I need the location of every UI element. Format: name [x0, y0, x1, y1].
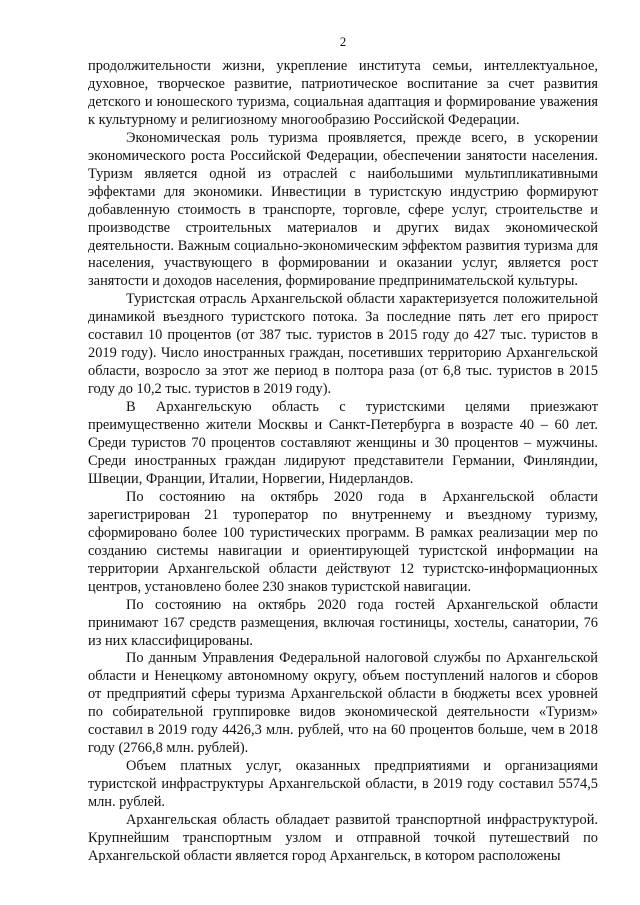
- paragraph-6: По состоянию на октябрь 2020 года гостей Архангельской области принимают 167 средств размещения, включая гостиницы, хостелы, санатории, 76 из них классифицированы.: [88, 596, 598, 649]
- paragraph-4: В Архангельскую область с туристскими целями приезжают преимущественно жители Москвы и Санкт-Петербурга в возрасте 40 – 60 лет. Среди туристов 70 процентов составляют женщины и 30 процентов – мужчины. Среди иностранных граждан лидируют представители Германии, Финляндии, Швеции, Франции, Италии, Норвегии, Нидерландов.: [88, 399, 598, 487]
- page-number: 2: [339, 34, 347, 49]
- paragraph-7: По данным Управления Федеральной налоговой службы по Архангельской области и Ненецкому автономному округу, объем поступлений налогов и сборов от предприятий сферы туризма Архангельской области в бюджеты всех уровней по собирательной группировке видов экономической деятельности «Туризм» составил в 2019 году 4426,3 млн. рублей, что на 60 процентов больше, чем в 2018 году (2766,8 млн. рублей).: [88, 650, 598, 757]
- paragraph-3: Туристская отрасль Архангельской области характеризуется положительной динамикой въездного туристского потока. За последние пять лет его прирост составил 10 процентов (от 387 тыс. туристов в 2015 году до 427 тыс. туристов в 2019 году). Число иностранных граждан, посетивших территорию Архангельской области, возросло за этот же период в полтора раза (от 6,8 тыс. туристов в 2015 году до 10,2 тыс. туристов в 2019 году).: [88, 291, 598, 398]
- paragraph-2: Экономическая роль туризма проявляется, прежде всего, в ускорении экономического роста Российской Федерации, обеспечении занятости населения. Туризм является одной из отраслей с наибольшими мультипликативными эффектами для экономики. Инвестиции в туристскую индустрию формируют добавленную стоимость в транспорте, торговле, сфере услуг, строительстве и производстве строительных материалов и других видах экономической деятельности. Важным социально-экономическим эффектом развития туризма для населения, участвующего в формировании и оказании услуг, является рост занятости и доходов населения, формирование предпринимательской культуры.: [88, 129, 598, 290]
- document-page: [88, 34, 598, 866]
- paragraph-9: Архангельская область обладает развитой транспортной инфраструктурой. Крупнейшим транспортным узлом и отправной точкой путешествий по Архангельской области является город Архангельск, в котором расположены: [88, 812, 598, 864]
- paragraph-1: продолжительности жизни, укрепление института семьи, интеллектуальное, духовное, творческое развитие, патриотическое воспитание за счет развития детского и юношеского туризма, социальная адаптация и формирование уважения к культурному и религиозному многообразию Российской Федерации.: [88, 58, 598, 128]
- paragraph-5: По состоянию на октябрь 2020 года в Архангельской области зарегистрирован 21 туроператор по внутреннему и въездному туризму, сформировано более 100 туристических программ. В рамках реализации мер по созданию системы навигации и ориентирующей туристской информации на территории Архангельской области действуют 12 туристско-информационных центров, установлено более 230 знаков туристской навигации.: [88, 488, 598, 595]
- paragraph-8: Объем платных услуг, оказанных предприятиями и организациями туристской инфраструктуры Архангельской области, в 2019 году составил 5574,5 млн. рублей.: [88, 758, 598, 811]
